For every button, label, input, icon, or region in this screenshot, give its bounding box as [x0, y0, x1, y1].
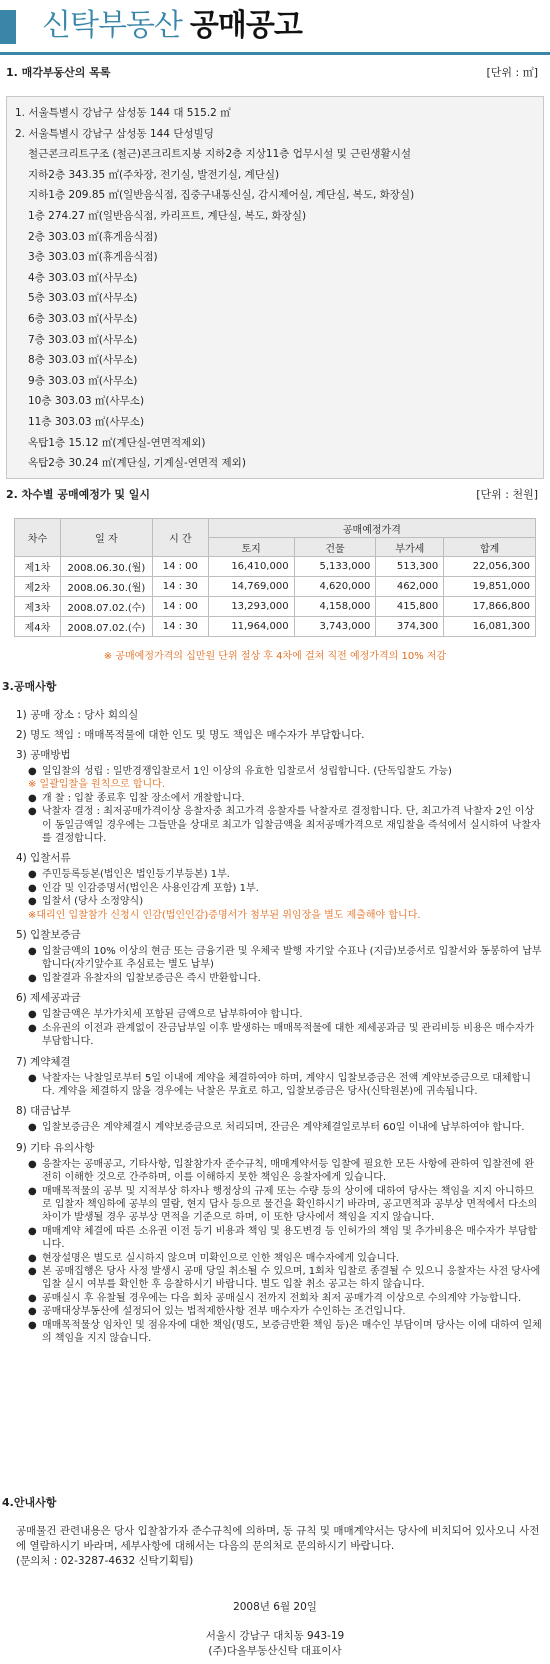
- list-item: ● 인감 및 인감증명서(법인은 사용인감계 포함) 1부.: [28, 882, 259, 894]
- bullet-icon: ●: [28, 972, 37, 984]
- list-item: ● 소유권의 이전과 관계없이 잔금납부일 이후 발생하는 매매목적물에 대한 제세공과금 및 관리비등 비용은 매수자가 부담합니다.: [28, 1022, 535, 1048]
- bullet-icon: ●: [28, 1225, 37, 1237]
- documents-note: ※대리인 입찰참가 신청시 인감(법인인감)증명서가 첨부된 위임장을 별도 제출해야 합니다.: [28, 909, 421, 921]
- list-item: 2층 303.03 ㎡(휴게음식점): [28, 230, 158, 243]
- footer-company: (주)다올부동산신탁 대표이사: [208, 1645, 342, 1657]
- cell-time: 14 : 00: [152, 597, 208, 617]
- list-item: 8층 303.03 ㎡(사무소): [28, 354, 138, 367]
- list-item: ● 입찰보증금은 계약체결시 계약보증금으로 처리되며, 잔금은 계약체결일로부터 60일 이내에 납부하여야 합니다.: [28, 1122, 525, 1134]
- table-row: [15, 597, 536, 617]
- list-item: ● 현장설명은 별도로 실시하지 않으며 미확인으로 인한 책임은 매수자에게 있습니다.: [28, 1252, 400, 1264]
- bullet-icon: ●: [28, 869, 37, 881]
- cell-round: 제3차: [15, 597, 61, 617]
- cell-total: 22,056,300: [444, 557, 536, 577]
- section1-unit: [단위 : ㎡]: [486, 66, 538, 79]
- cell-building: 5,133,000: [294, 557, 376, 577]
- bullet-icon: ●: [28, 1072, 37, 1084]
- bullet-icon: ●: [28, 896, 37, 908]
- bullet-icon: ●: [28, 1185, 37, 1197]
- list-item: 7층 303.03 ㎡(사무소): [28, 333, 138, 346]
- table-row: [15, 617, 536, 637]
- schedule-table: [14, 518, 536, 637]
- cell-total: 19,851,000: [444, 577, 536, 597]
- list-item: ● 일입찰의 성립 : 일반경쟁입찰로서 1인 이상의 유효한 입찰로서 성립합니다. (단독입찰도 가능): [28, 766, 452, 777]
- subsection-documents: 4) 입찰서류: [16, 852, 71, 865]
- cell-total: 16,081,300: [444, 617, 536, 637]
- section2-unit: [단위 : 천원]: [476, 488, 538, 501]
- bullet-icon: ●: [28, 1306, 37, 1318]
- list-item: 옥탑2층 30.24 ㎡(계단실, 기계실-연면적 제외): [28, 457, 246, 470]
- list-item: ● 매매계약 체결에 따른 소유권 이전 등기 비용과 책임 및 용도변경 등 인허가의 책임 및 추가비용은 매수자가 부담합니다.: [28, 1225, 538, 1251]
- subsection-taxes: 6) 제세공과금: [16, 992, 81, 1005]
- list-item: ● 주민등록등본(법인은 법인등기부등본) 1부.: [28, 869, 230, 881]
- footer-address: 서울시 강남구 대치동 943-19: [205, 1630, 345, 1642]
- page-title: [42, 6, 302, 46]
- cell-date: 2008.06.30.(월): [60, 557, 152, 577]
- section2-title: 2. 차수별 공매예정가 및 일시: [6, 488, 151, 501]
- list-item: ● 낙찰자는 낙찰일로부터 5일 이내에 계약을 체결하여야 하며, 계약시 입찰보증금은 전액 계약보증금으로 대체합니다. 계약을 체결하지 않을 경우에는 낙찰은 무효로 하고, 입찰보증금은 당사(신탁원본)에 귀속됩니다.: [28, 1072, 531, 1097]
- bullet-icon: ●: [28, 882, 37, 894]
- subsection-place: 1) 공매 장소 : 당사 회의실: [16, 709, 139, 721]
- cell-vat: 462,000: [376, 577, 444, 597]
- page-footer: [0, 1600, 550, 1659]
- list-item: 9층 303.03 ㎡(사무소): [28, 374, 138, 387]
- bullet-icon: ●: [28, 1022, 37, 1034]
- bullet-icon: ●: [28, 766, 37, 777]
- list-item: 옥탑1층 15.12 ㎡(계단실-연면적제외): [28, 436, 206, 449]
- list-item: 5층 303.03 ㎡(사무소): [28, 292, 138, 305]
- header-building: 건물: [294, 538, 376, 557]
- section-auction-terms: [2, 678, 542, 1345]
- cell-land: 13,293,000: [208, 597, 294, 617]
- property-list-box: [6, 96, 544, 479]
- list-item: ● 공매대상부동산에 설정되어 있는 법적제한사항 전부 매수자가 수인하는 조건입니다.: [28, 1306, 406, 1318]
- table-row: [15, 577, 536, 597]
- cell-date: 2008.06.30.(월): [60, 577, 152, 597]
- cell-date: 2008.07.02.(수): [60, 597, 152, 617]
- cell-building: 3,743,000: [294, 617, 376, 637]
- cell-vat: 415,800: [376, 597, 444, 617]
- cell-building: 4,620,000: [294, 577, 376, 597]
- bullet-icon: ●: [28, 1265, 37, 1277]
- subsection-eviction: 2) 명도 책임 : 매매목적물에 대한 인도 및 명도 책임은 매수자가 부담합니다.: [16, 729, 365, 741]
- cell-round: 제4차: [15, 617, 61, 637]
- cell-land: 16,410,000: [208, 557, 294, 577]
- header-time: 시 간: [152, 519, 208, 557]
- list-item: ● 입찰금액의 10% 이상의 현금 또는 금융기관 및 우체국 발행 자기앞 수표나 (지급)보증서로 입찰서와 동봉하여 납부합니다(자기앞수표 추심료는 별도 납부): [28, 946, 542, 971]
- list-item: ● 입찰결과 유찰자의 입찰보증금은 즉시 반환합니다.: [28, 972, 261, 984]
- bullet-icon: ●: [28, 806, 37, 818]
- cell-time: 14 : 00: [152, 557, 208, 577]
- subsection-method: 3) 공매방법: [16, 749, 71, 761]
- bullet-icon: ●: [28, 1292, 37, 1304]
- list-item: 지하1층 209.85 ㎡(일반음식점, 집중구내통신실, 감시제어실, 계단실, 복도, 화장실): [28, 189, 415, 202]
- list-item: ● 입찰금액은 부가가치세 포함된 금액으로 납부하여야 합니다.: [28, 1009, 303, 1021]
- cell-vat: 374,300: [376, 617, 444, 637]
- cell-date: 2008.07.02.(수): [60, 617, 152, 637]
- header-round: 차수: [15, 519, 61, 557]
- bullet-icon: ●: [28, 946, 37, 958]
- list-item: ● 낙찰자 결정 : 최저공매가격이상 응찰자중 최고가격 응찰자를 낙찰자로 결정합니다. 단, 최고가격 낙찰자 2인 이상이 동일금액일 경우에는 그들만을 상대로 최고가 입찰금액을 최저공매가격으로 재입찰을 즉석에서 실시하여 낙찰자를 결정합니다.: [28, 806, 541, 845]
- list-item: ● 개 찰 : 입찰 종료후 입찰 장소에서 개찰합니다.: [28, 792, 245, 804]
- list-item: 1층 274.27 ㎡(일반음식점, 카리프트, 계단실, 복도, 화장실): [28, 209, 307, 222]
- section1-heading: [6, 64, 544, 80]
- cell-building: 4,158,000: [294, 597, 376, 617]
- notice-paragraph: 공매물건 관련내용은 당사 입찰참가자 준수규칙에 의하며, 동 규칙 및 매매계약서는 당사에 비치되어 있사오니 사전에 열람하시기 바라며, 세부사항에 대해서는 다음의 문의처로 문의하시기 바랍니다.: [16, 1525, 540, 1552]
- subsection-other: 9) 기타 유의사항: [16, 1141, 95, 1154]
- list-item: ● 공매실시 후 유찰될 경우에는 다음 회차 공매실시 전까지 전회차 최저 공매가격 이상으로 수의계약 가능합니다.: [28, 1292, 522, 1304]
- subsection-deposit: 5) 입찰보증금: [16, 929, 81, 942]
- cell-land: 14,769,000: [208, 577, 294, 597]
- cell-time: 14 : 30: [152, 577, 208, 597]
- list-item: 3층 303.03 ㎡(휴게음식점): [28, 251, 158, 264]
- table-row: [15, 557, 536, 577]
- list-item: 1. 서울특별시 강남구 삼성동 144 대 515.2 ㎡: [15, 107, 231, 119]
- bullet-icon: ●: [28, 792, 37, 804]
- footer-date: 2008년 6월 20일: [233, 1601, 317, 1613]
- method-note: ※ 일괄입찰을 원칙으로 합니다.: [28, 779, 166, 791]
- cell-total: 17,866,800: [444, 597, 536, 617]
- list-item: 11층 303.03 ㎡(사무소): [28, 415, 145, 428]
- list-item: ● 본 공매집행은 당사 사정 발생시 공매 당일 취소될 수 있으며, 1회차 입찰로 종결될 수 있으니 응찰자는 사전 당사에 입찰 실시 여부를 확인한 후 응찰하시기 바랍니다. 별도 입찰 취소 공고는 하지 않습니다.: [28, 1265, 541, 1291]
- list-item: ● 매매목적물상 임차인 및 점유자에 대한 책임(명도, 보증금반환 책임 등)은 매수인 부담이며 당사는 이에 대하여 일체의 책임을 지지 않습니다.: [28, 1319, 542, 1344]
- list-item: 철근콘크리트구조 (철근)콘크리트지붕 지하2층 지상11층 업무시설 및 근린생활시설: [28, 148, 411, 161]
- subsection-payment: 8) 대금납부: [16, 1105, 71, 1118]
- section4-title: 4.안내사항: [2, 1496, 57, 1509]
- bullet-icon: ●: [28, 1009, 37, 1021]
- section-notice: [2, 1494, 542, 1569]
- cell-time: 14 : 30: [152, 617, 208, 637]
- list-item: 6층 303.03 ㎡(사무소): [28, 312, 138, 325]
- section-schedule: [6, 486, 544, 662]
- section2-heading: [6, 486, 544, 502]
- header-total: 합계: [444, 538, 536, 557]
- header-date: 일 자: [60, 519, 152, 557]
- list-item: 2. 서울특별시 강남구 삼성동 144 단성빌딩: [15, 127, 214, 140]
- section-property-list: [6, 64, 544, 479]
- title-light: 신탁부동산: [42, 8, 182, 43]
- list-item: 4층 303.03 ㎡(사무소): [28, 271, 138, 284]
- bullet-icon: ●: [28, 1158, 37, 1170]
- bullet-icon: ●: [28, 1319, 37, 1331]
- contact-info: (문의처 : 02-3287-4632 신탁기획팀): [16, 1555, 194, 1567]
- schedule-note: ※ 공매예정가격의 십만원 단위 절상 후 4차에 걸쳐 직전 예정가격의 10% 저감: [103, 651, 447, 662]
- list-item: 10층 303.03 ㎡(사무소): [28, 395, 145, 408]
- cell-round: 제2차: [15, 577, 61, 597]
- header-land: 토지: [208, 538, 294, 557]
- header-accent-bar: [0, 10, 16, 44]
- cell-round: 제1차: [15, 557, 61, 577]
- section1-title: 1. 매각부동산의 목록: [6, 66, 111, 79]
- list-item: ● 응찰자는 공매공고, 기타사항, 입찰참가자 준수규칙, 매매계약서등 입찰에 필요한 모든 사항에 관하여 입찰전에 완전히 이해한 것으로 간주하며, 이를 이해하지 못한 책임은 응찰자에게 있습니다.: [28, 1158, 535, 1184]
- cell-vat: 513,300: [376, 557, 444, 577]
- bullet-icon: ●: [28, 1122, 37, 1134]
- list-item: 지하2층 343.35 ㎡(주차장, 전기실, 발전기실, 계단실): [28, 168, 280, 181]
- header-vat: 부가세: [376, 538, 444, 557]
- page-header: [0, 0, 550, 55]
- bullet-icon: ●: [28, 1252, 37, 1264]
- list-item: ● 매매목적물의 공부 및 지적부상 하자나 행정상의 규제 또는 수량 등의 상이에 대하여 당사는 책임을 지지 아니하므로 입찰자 책임하에 공부의 열람, 현지 답사 등으로 물건을 확인하시기 바라며, 공고면적과 공부상 면적에서 다소의 차이가 발생될 경우 공부상 면적을 기준으로 하며, 이 또한 당사에서 책임을 지지 않습니다.: [28, 1185, 538, 1224]
- list-item: ● 입찰서 (당사 소정양식): [28, 896, 144, 908]
- title-bold: 공매공고: [189, 8, 302, 43]
- header-price: 공매예정가격: [208, 519, 535, 538]
- section3-title: 3.공매사항: [2, 680, 57, 693]
- subsection-contract: 7) 계약체결: [16, 1055, 71, 1068]
- cell-land: 11,964,000: [208, 617, 294, 637]
